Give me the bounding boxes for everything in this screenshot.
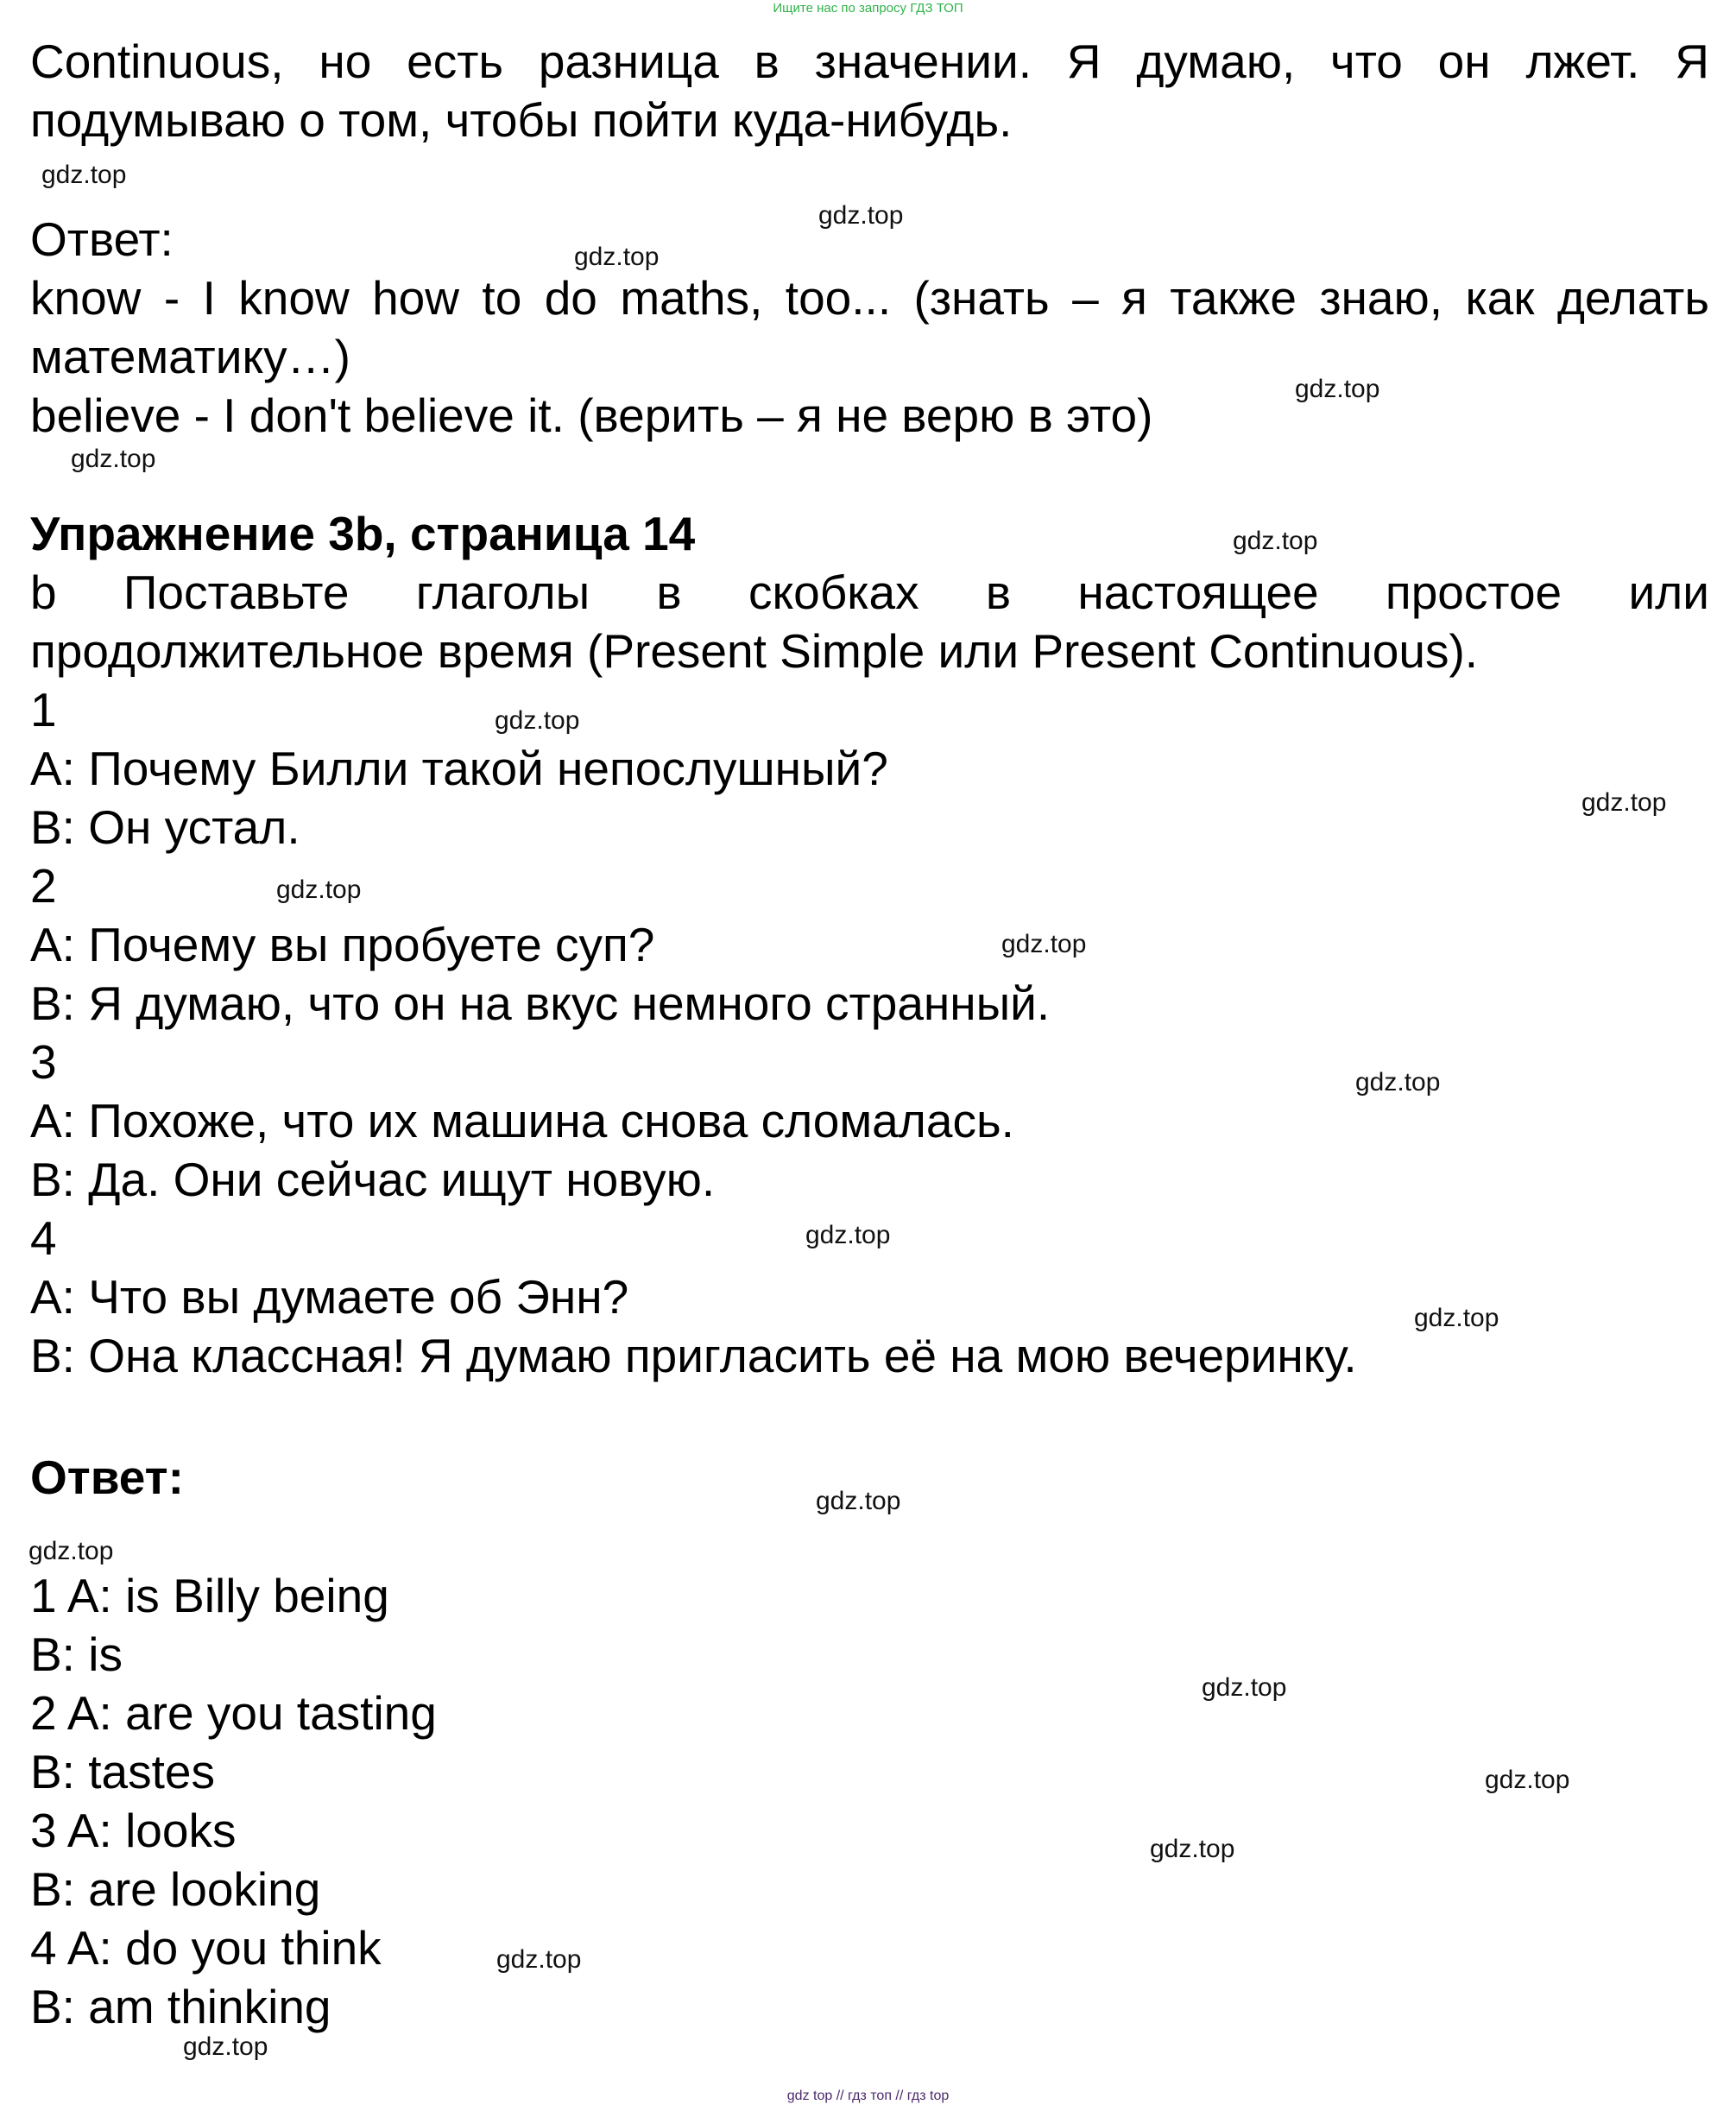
top-banner: Ищите нас по запросу ГДЗ ТОП — [773, 1, 963, 16]
watermark: gdz.top — [496, 1945, 582, 1974]
exercise-item-question: A: Почему Билли такой непослушный? — [30, 742, 888, 795]
exercise-item-number: 2 — [30, 859, 57, 913]
exercise-item-question: A: Похоже, что их машина снова сломалась. — [30, 1094, 1014, 1147]
watermark: gdz.top — [574, 243, 660, 271]
answer2-line: 2 A: are you tasting — [30, 1686, 437, 1740]
exercise-item-question: A: Что вы думаете об Энн? — [30, 1270, 629, 1324]
answer1-line-1: know - I know how to do maths, too... (знать – я также знаю, как делать — [30, 271, 1709, 325]
watermark: gdz.top — [41, 161, 127, 189]
answer2-line: B: are looking — [30, 1862, 321, 1916]
answer2-line: 1 A: is Billy being — [30, 1569, 389, 1622]
exercise-item-number: 3 — [30, 1035, 57, 1089]
intro-line-1: Continuous, но есть разница в значении. Я думаю, что он лжет. Я — [30, 35, 1709, 88]
watermark: gdz.top — [816, 1487, 901, 1515]
watermark: gdz.top — [1581, 788, 1667, 817]
answer2-line: B: am thinking — [30, 1980, 331, 2033]
watermark: gdz.top — [183, 2032, 268, 2061]
watermark: gdz.top — [1233, 527, 1318, 555]
exercise-item-reply: B: Он устал. — [30, 800, 300, 854]
watermark: gdz.top — [1295, 375, 1380, 403]
watermark: gdz.top — [1355, 1068, 1441, 1097]
watermark: gdz.top — [1150, 1835, 1235, 1863]
watermark: gdz.top — [276, 875, 362, 904]
exercise-item-reply: B: Да. Они сейчас ищут новую. — [30, 1153, 716, 1206]
footer-credits: gdz top // гдз топ // гдз top — [786, 2089, 950, 2103]
watermark: gdz.top — [495, 706, 580, 735]
watermark: gdz.top — [28, 1537, 114, 1565]
answer2-line: B: tastes — [30, 1745, 215, 1798]
watermark: gdz.top — [805, 1221, 891, 1249]
watermark: gdz.top — [818, 201, 904, 230]
exercise-title: Упражнение 3b, страница 14 — [30, 507, 696, 560]
watermark: gdz.top — [1414, 1304, 1499, 1332]
answer1-line-2: математику…) — [30, 330, 350, 383]
exercise-instruction-line-1: b Поставьте глаголы в скобках в настоящее простое или — [30, 566, 1709, 619]
answer2-label: Ответ: — [30, 1451, 184, 1504]
watermark: gdz.top — [71, 445, 156, 473]
exercise-item-number: 4 — [30, 1211, 57, 1265]
watermark: gdz.top — [1001, 930, 1087, 958]
exercise-item-question: A: Почему вы пробуете суп? — [30, 918, 655, 971]
answer2-line: 4 A: do you think — [30, 1921, 382, 1975]
exercise-item-number: 1 — [30, 683, 57, 736]
answer2-line: 3 A: looks — [30, 1804, 237, 1857]
exercise-item-reply: B: Она классная! Я думаю пригласить её на мою вечеринку. — [30, 1329, 1357, 1382]
answer1-line-3: believe - I don't believe it. (верить – я не верю в это) — [30, 389, 1153, 442]
answer1-label: Ответ: — [30, 212, 174, 266]
exercise-instruction-line-2: продолжительное время (Present Simple или Present Continuous). — [30, 624, 1479, 678]
answer2-line: B: is — [30, 1627, 123, 1681]
watermark: gdz.top — [1485, 1766, 1570, 1794]
watermark: gdz.top — [1202, 1673, 1287, 1702]
exercise-item-reply: B: Я думаю, что он на вкус немного странный. — [30, 976, 1051, 1030]
intro-line-2: подумываю о том, чтобы пойти куда-нибудь. — [30, 93, 1013, 147]
